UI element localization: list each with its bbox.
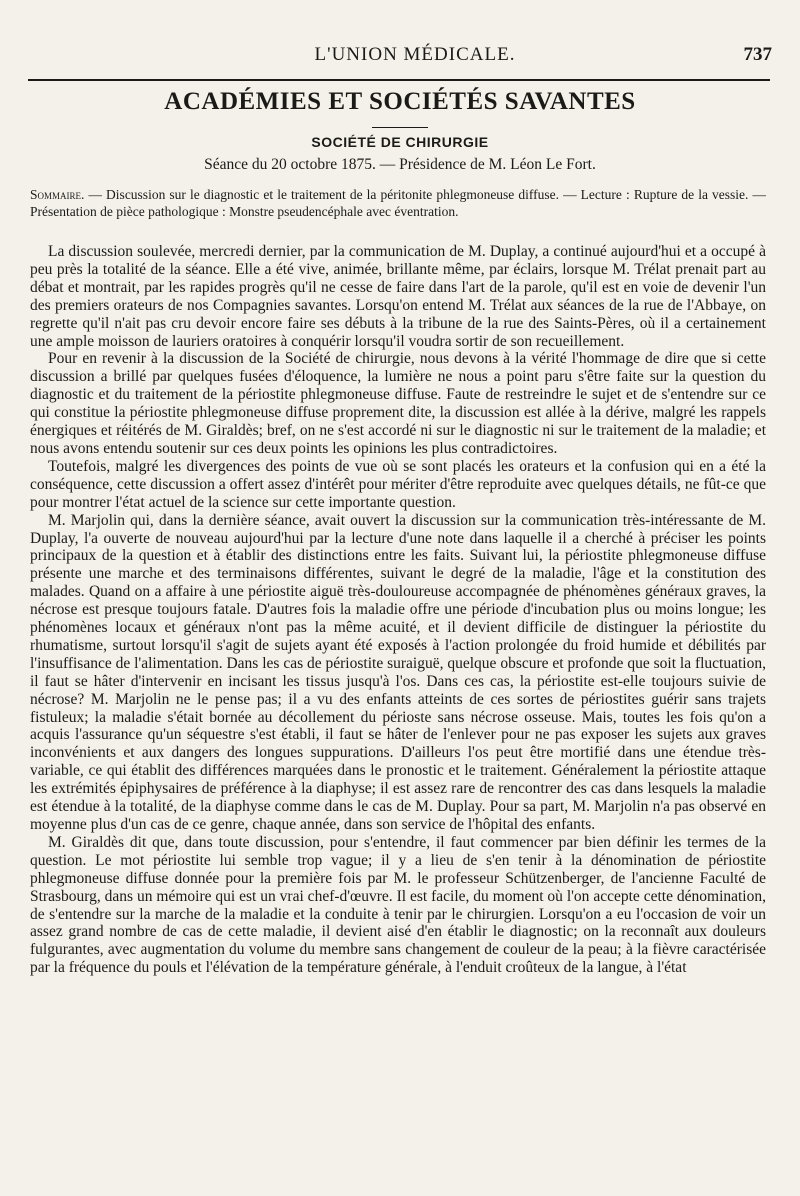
paragraph: Pour en revenir à la discussion de la Société de chirurgie, nous devons à la vérité l'hommage de dire que si cette discussion a brillé par quelques fusées d'éloquence, la lumière ne nous a point paru s'être faite sur la question du diagnostic et du traitement de la périostite phlegmoneuse diffuse. Faute de restreindre le sujet et de s'entendre sur ce qui constitue la périostite phlegmoneuse diffuse proprement dite, la discussion est allée à la dérive, malgré les rappels énergiques et réitérés de M. Giraldès; bref, on ne s'est accordé ni sur le diagnostic ni sur le traitement de la maladie; et nous avons entendu soutenir sur ces deux points les opinions les plus contradictoires. — [30, 350, 766, 457]
paragraph: La discussion soulevée, mercredi dernier, par la communication de M. Duplay, a continué aujourd'hui et a occupé à peu près la totalité de la séance. Elle a été vive, animée, brillante même, par éclairs, lorsque M. Trélat prenait part au débat et montrait, par les rapides progrès qu'il ne cesse de faire dans l'art de la parole, qu'il est en voie de devenir l'un des premiers orateurs de nos Compagnies savantes. Lorsqu'on entend M. Trélat aux séances de la rue de l'Abbaye, on regrette qu'il n'ait pas cru devoir encore faire ses débuts à la tribune de la rue des Saints-Pères, où il a certainement une ample moisson de lauriers oratoires à conquérir lorsqu'il voudra sortir de son recueillement. — [30, 243, 766, 350]
section-heading: ACADÉMIES ET SOCIÉTÉS SAVANTES — [164, 88, 636, 115]
article-body — [30, 243, 766, 977]
page-number: 737 — [743, 44, 772, 65]
paragraph: M. Giraldès dit que, dans toute discussion, pour s'entendre, il faut commencer par bien définir les termes de la question. Le mot périostite lui semble trop vague; il y a lieu de s'en tenir à la dénomination de périostite phlegmoneuse diffuse donnée pour la première fois par M. le professeur Schützenberger, de l'ancienne Faculté de Strasbourg, dans un mémoire qui est un vrai chef-d'œuvre. Il est facile, du moment où l'on accepte cette dénomination, de s'entendre sur la marche de la maladie et la conduite à tenir par le chirurgien. Lorsqu'on a eu l'occasion de voir un assez grand nombre de cas de cette maladie, il devient aisé d'en établir le diagnostic; on la reconnaît aux douleurs fulgurantes, avec augmentation du volume du membre sans changement de couleur de la peau; à la fièvre caractérisée par la fréquence du pouls et l'élévation de la température générale, à l'enduit croûteux de la langue, à l'état — [30, 833, 766, 977]
running-title: L'UNION MÉDICALE. — [314, 44, 516, 65]
summary-label: Sommaire. — [30, 187, 85, 202]
heading-divider — [372, 127, 428, 128]
header-rule — [28, 79, 770, 81]
society-title: SOCIÉTÉ DE CHIRURGIE — [311, 134, 489, 150]
paragraph: M. Marjolin qui, dans la dernière séance, avait ouvert la discussion sur la communication très-intéressante de M. Duplay, l'a ouverte de nouveau aujourd'hui par la lecture d'une note dans laquelle il a cherché à préciser les points principaux de la question et à établir des distinctions entre les faits. Suivant lui, la périostite phlegmoneuse diffuse présente une marche et des terminaisons différentes, suivant le degré de la maladie, l'âge et la constitution des malades. Quand on a affaire à une périostite aiguë très-douloureuse accompagnée de phénomènes généraux graves, la nécrose est presque toujours fatale. D'autres fois la maladie offre une période d'incubation plus ou moins longue; les phénomènes locaux et généraux n'ont pas la même acuité, et il devient difficile de distinguer la périostite du rhumatisme, surtout lorsqu'il s'agit de sujets ayant été exposés à l'action prolongée du froid humide et débilités par l'insuffisance de l'alimentation. Dans les cas de périostite suraiguë, quelque obscure et profonde que soit la fluctuation, il faut se hâter d'intervenir en incisant les tissus jusqu'à l'os. Dans ces cas, la périostite est-elle toujours suivie de nécrose? M. Marjolin ne le pense pas; il a vu des enfants atteints de ces sortes de périostites guérir sans trajets fistuleux; la maladie s'était bornée au décollement du périoste sans nécrose osseuse. Mais, toutes les fois qu'on a acquis l'assurance qu'un séquestre s'est établi, il faut se hâter de l'enlever pour ne pas exposer les sujets aux graves inconvénients et aux dangers des longues suppurations. D'ailleurs l'os peut être mortifié dans une étendue très-variable, ce qui établit des différences marquées dans le pronostic et le traitement. Généralement la périostite attaque les extrémités épiphysaires de préférence à la diaphyse; il est assez rare de rencontrer des cas dans lesquels la maladie est étendue à la totalité, de la diaphyse comme dans le cas de M. Duplay. Pour sa part, M. Marjolin n'a pas observé en moyenne plus d'un cas de ce genre, chaque année, dans son service de l'hôpital des enfants. — [30, 511, 766, 833]
paragraph: Toutefois, malgré les divergences des points de vue où se sont placés les orateurs et la confusion qui en a été la conséquence, cette discussion a offert assez d'intérêt pour mériter d'être reproduite avec quelques détails, ne fût-ce que pour montrer l'état actuel de la science sur cette importante question. — [30, 457, 766, 511]
summary-text: — Discussion sur le diagnostic et le traitement de la péritonite phlegmoneuse diffuse. — Lecture : Rupture de la vessie. — Présentation de pièce pathologique : Monstre pseudencéphale avec éventration. — [30, 187, 766, 219]
running-head — [28, 44, 772, 72]
summary-block — [30, 186, 766, 220]
session-line: Séance du 20 octobre 1875. — Présidence de M. Léon Le Fort. — [204, 156, 596, 173]
